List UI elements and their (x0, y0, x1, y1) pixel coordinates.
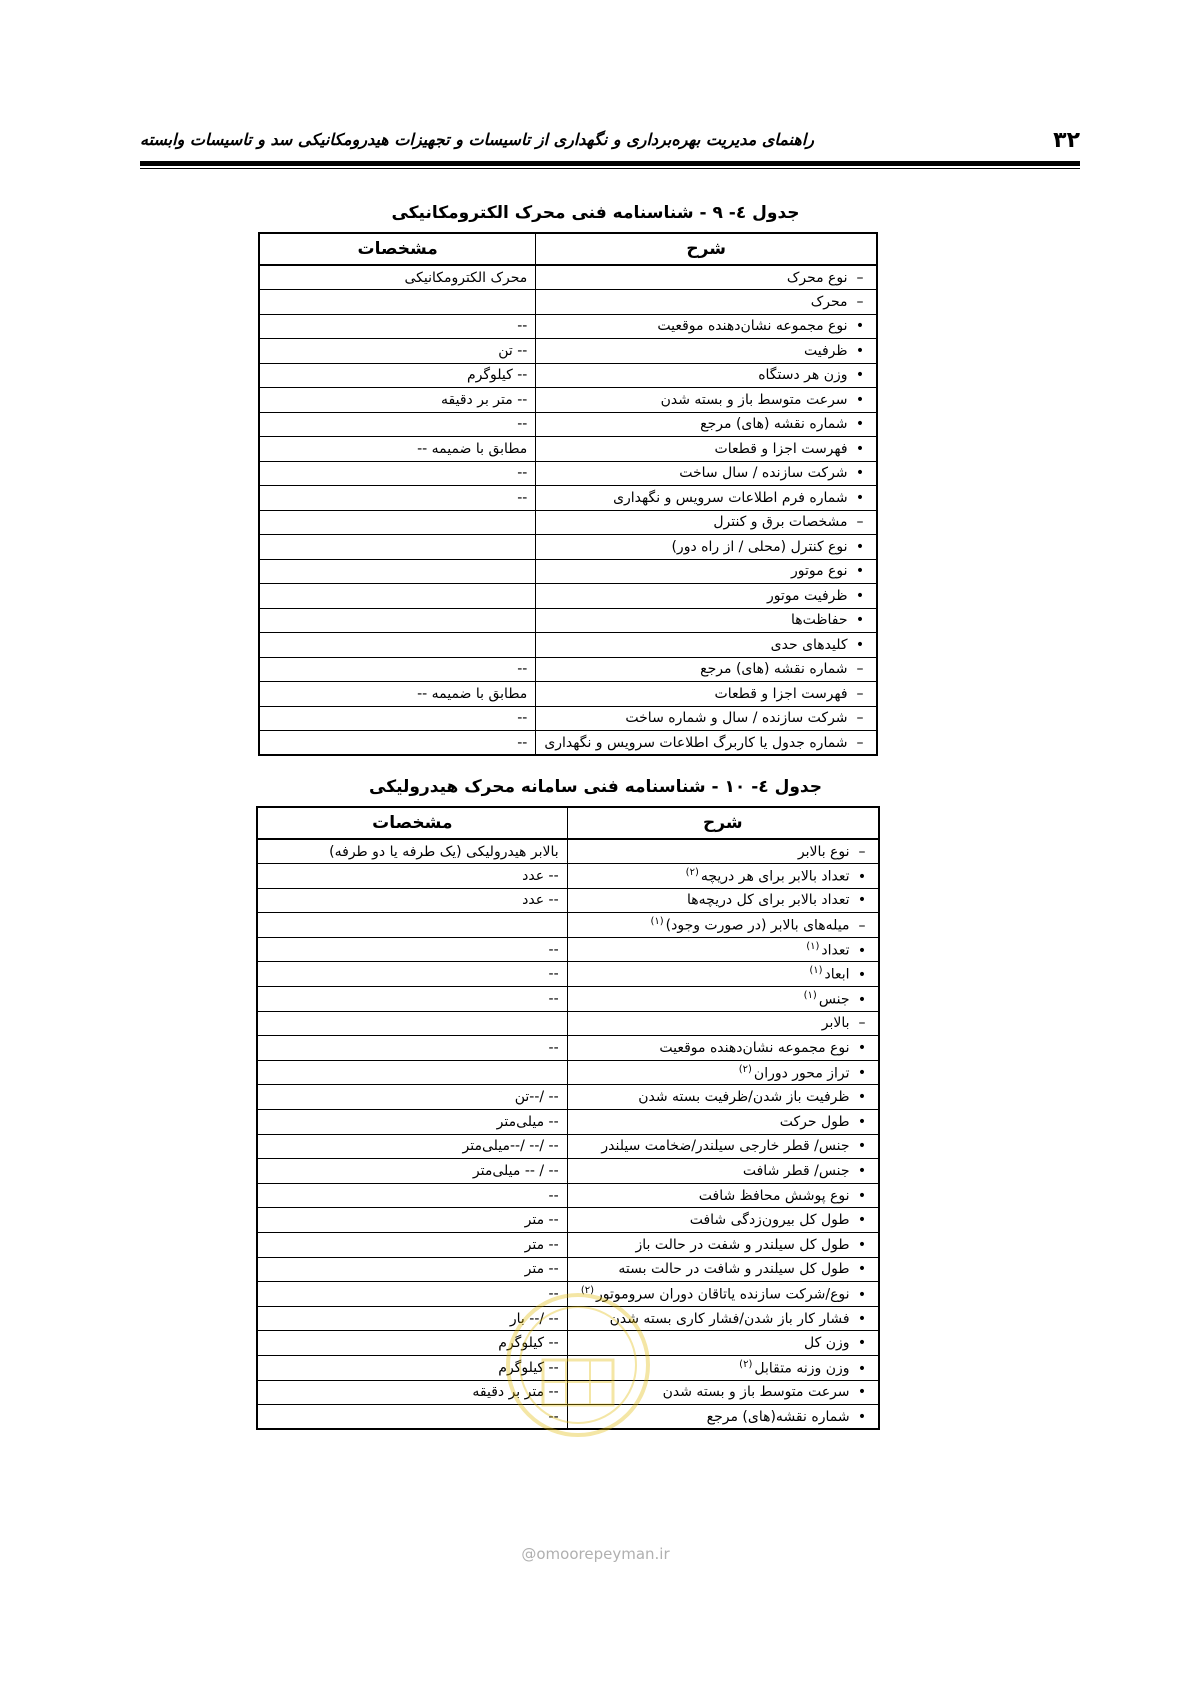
row-spec: -- /-- /--میلی‌متر (257, 1134, 567, 1159)
row-description-text: میله‌های بالابر (در صورت وجود) (665, 917, 850, 934)
table-row (259, 290, 877, 315)
row-description (536, 559, 877, 584)
table-row (259, 412, 877, 437)
table-row (257, 839, 879, 864)
page-number: ۳۲ (1053, 128, 1080, 153)
row-description-text: بالابر (821, 1015, 850, 1032)
row-description (536, 388, 877, 413)
row-description-text: شماره نقشه(های) مرجع (706, 1408, 850, 1425)
row-spec (259, 290, 536, 315)
table-header-row (259, 233, 877, 265)
row-spec (259, 559, 536, 584)
row-description (567, 1331, 879, 1356)
row-description-text: ظرفیت (804, 342, 848, 359)
table-row (257, 937, 879, 962)
row-spec: محرک الکترومکانیکی (259, 265, 536, 290)
bullet-icon: • (857, 1212, 867, 1229)
table-row (257, 1282, 879, 1307)
row-description (567, 839, 879, 864)
dash-icon: – (858, 917, 866, 934)
row-description (536, 608, 877, 633)
bullet-icon: • (855, 612, 865, 629)
table-row (257, 987, 879, 1012)
bullet-icon: • (855, 563, 865, 580)
row-description-text: جنس/ قطر شافت (742, 1163, 850, 1180)
row-spec (259, 584, 536, 609)
table-row (259, 388, 877, 413)
table-row (257, 1208, 879, 1233)
row-description (567, 1110, 879, 1135)
row-description (567, 937, 879, 962)
table-row (257, 962, 879, 987)
bullet-icon: • (857, 1261, 867, 1278)
table-row (257, 864, 879, 889)
row-spec (259, 608, 536, 633)
table-row (259, 657, 877, 682)
row-description-text: تعداد بالابر برای هر دریچه (700, 868, 850, 885)
row-description-text: نوع محرک (786, 269, 848, 286)
row-spec: -- عدد (257, 864, 567, 889)
bullet-icon: • (857, 1065, 867, 1082)
row-description-text: جنس/ قطر خارجی سیلندر/ضخامت سیلندر (601, 1138, 850, 1155)
row-description-text: ابعاد (824, 967, 850, 984)
footnote-marker: (۱) (803, 990, 817, 1002)
row-description (536, 486, 877, 511)
table-row (259, 608, 877, 633)
row-spec: -- متر (257, 1208, 567, 1233)
row-spec: -- / -- میلی‌متر (257, 1159, 567, 1184)
footnote-marker: (۱) (650, 916, 664, 928)
table-row (257, 1110, 879, 1135)
row-description (567, 962, 879, 987)
header-rule-thin (140, 168, 1080, 169)
row-description-text: سرعت متوسط باز و بسته شدن (662, 1384, 850, 1401)
row-description (567, 1380, 879, 1405)
row-spec: -- کیلوگرم (257, 1355, 567, 1380)
row-description-text: طول کل بیرون‌زدگی شافت (689, 1212, 850, 1229)
row-spec: -- عدد (257, 888, 567, 913)
bullet-icon: • (857, 1360, 867, 1377)
row-description (567, 1011, 879, 1036)
dash-icon: – (856, 710, 864, 727)
bullet-icon: • (857, 1138, 867, 1155)
row-description (567, 888, 879, 913)
bullet-icon: • (857, 942, 867, 959)
row-spec: -- (259, 461, 536, 486)
footnote-marker: (۲) (739, 1358, 753, 1370)
footnote-marker: (۱) (809, 965, 823, 977)
table-row (257, 1011, 879, 1036)
row-description-text: وزن کل (804, 1335, 850, 1352)
row-description-text: شماره نقشه (های) مرجع (700, 416, 848, 433)
row-description (567, 1282, 879, 1307)
row-description-text: تراز محور دوران (753, 1065, 850, 1082)
table-row (259, 559, 877, 584)
row-spec: -- (257, 937, 567, 962)
row-spec: -- متر بر دقیقه (257, 1380, 567, 1405)
row-description-text: نوع مجموعه نشان‌دهنده موقعیت (657, 318, 848, 335)
row-description-text: فهرست اجزا و قطعات (714, 685, 848, 702)
header-specs: مشخصات (259, 233, 536, 265)
row-spec: -- کیلوگرم (259, 363, 536, 388)
row-description (536, 363, 877, 388)
table-row (259, 706, 877, 731)
bullet-icon: • (857, 1040, 867, 1057)
row-description (536, 314, 877, 339)
row-description-text: محرک (810, 293, 848, 310)
bullet-icon: • (857, 1408, 867, 1425)
page-header (140, 128, 1080, 154)
table-row (259, 363, 877, 388)
row-description (567, 1306, 879, 1331)
row-spec: -- میلی‌متر (257, 1110, 567, 1135)
footnote-marker: (۲) (685, 867, 699, 879)
footnote-marker: (۲) (580, 1285, 595, 1297)
bullet-icon: • (857, 1163, 867, 1180)
row-spec: -- (259, 412, 536, 437)
bullet-icon: • (857, 991, 867, 1008)
row-spec: -- متر (257, 1257, 567, 1282)
table-row (257, 913, 879, 938)
table-row (259, 633, 877, 658)
row-description-text: نوع پوشش محافظ شافت (698, 1187, 850, 1204)
table-row (257, 1233, 879, 1258)
table-row (259, 731, 877, 756)
bullet-icon: • (855, 538, 865, 555)
row-spec: -- متر (257, 1233, 567, 1258)
row-spec (257, 913, 567, 938)
row-description-text: نوع/شرکت سازنده یاتاقان دوران سروموتور (596, 1286, 850, 1303)
dash-icon: – (856, 269, 864, 286)
row-spec: -- (259, 486, 536, 511)
row-description-text: سرعت متوسط باز و بسته شدن (660, 391, 848, 408)
row-description-text: تعداد بالابر برای کل دریچه‌ها (687, 892, 850, 909)
row-spec: -- /-- بار (257, 1306, 567, 1331)
row-description-text: جنس (818, 991, 850, 1008)
row-description (567, 913, 879, 938)
table-row (259, 584, 877, 609)
row-description-text: نوع کنترل (محلی / از راه دور) (671, 538, 848, 555)
row-description-text: شماره فرم اطلاعات سرویس و نگهداری (613, 489, 848, 506)
table-row (259, 510, 877, 535)
row-description-text: شماره جدول یا کاربرگ اطلاعات سرویس و نگهداری (544, 734, 848, 751)
row-spec: مطابق با ضمیمه -- (259, 437, 536, 462)
table-row (259, 461, 877, 486)
table-row (257, 1060, 879, 1085)
bullet-icon: • (857, 1310, 867, 1327)
row-description-text: شرکت سازنده / سال ساخت (679, 465, 848, 482)
row-description (536, 510, 877, 535)
table-row (257, 888, 879, 913)
row-description (567, 1257, 879, 1282)
bullet-icon: • (855, 489, 865, 506)
row-description (536, 731, 877, 756)
bullet-icon: • (857, 892, 867, 909)
electromechanical-spec-table (258, 232, 878, 756)
row-description-text: ظرفیت موتور (766, 587, 848, 604)
footnote-marker: (۱) (806, 940, 820, 952)
row-description (536, 412, 877, 437)
dash-icon: – (858, 843, 866, 860)
row-spec: -- (259, 314, 536, 339)
bullet-icon: • (855, 587, 865, 604)
row-description-text: شرکت سازنده / سال و شماره ساخت (625, 710, 848, 727)
watermark-url: @omoorepeyman.ir (521, 1545, 670, 1563)
row-description-text: وزن وزنه متقابل (754, 1360, 850, 1377)
row-description (536, 584, 877, 609)
row-spec (259, 535, 536, 560)
row-spec: -- (257, 962, 567, 987)
row-description-text: تعداد (821, 942, 850, 959)
table-header-row (257, 807, 879, 839)
dash-icon: – (856, 514, 864, 531)
row-description (536, 706, 877, 731)
row-spec: -- (259, 657, 536, 682)
row-description-text: ظرفیت باز شدن/ظرفیت بسته شدن (638, 1089, 850, 1106)
bullet-icon: • (857, 1089, 867, 1106)
row-description (567, 864, 879, 889)
row-description-text: طول کل سیلندر و شافت در حالت بسته (618, 1261, 850, 1278)
table-row (259, 682, 877, 707)
bullet-icon: • (857, 1286, 867, 1303)
row-description (567, 1405, 879, 1430)
row-description-text: نوع بالابر (797, 843, 850, 860)
bullet-icon: • (857, 1113, 867, 1130)
row-description (536, 437, 877, 462)
row-description-text: فهرست اجزا و قطعات (714, 440, 848, 457)
row-description-text: حفاظت‌ها (791, 612, 848, 629)
row-spec: مطابق با ضمیمه -- (259, 682, 536, 707)
bullet-icon: • (857, 1236, 867, 1253)
row-description (567, 1134, 879, 1159)
bullet-icon: • (857, 1335, 867, 1352)
row-description (536, 682, 877, 707)
bullet-icon: • (855, 342, 865, 359)
row-description-text: نوع موتور (790, 563, 848, 580)
row-description (536, 633, 877, 658)
row-description (567, 1085, 879, 1110)
row-description-text: نوع مجموعه نشان‌دهنده موقعیت (659, 1040, 850, 1057)
bullet-icon: • (855, 440, 865, 457)
row-description-text: طول حرکت (779, 1113, 850, 1130)
bullet-icon: • (855, 318, 865, 335)
row-description (536, 657, 877, 682)
footnote-marker: (۲) (738, 1063, 752, 1075)
dash-icon: – (858, 1015, 866, 1032)
table-row (257, 1183, 879, 1208)
bullet-icon: • (855, 416, 865, 433)
dash-icon: – (856, 685, 864, 702)
row-spec (259, 633, 536, 658)
table-row (257, 1331, 879, 1356)
row-description (567, 1159, 879, 1184)
row-description (536, 265, 877, 290)
row-description-text: کلیدهای حدی (770, 636, 848, 653)
row-description-text: فشار کار باز شدن/فشار کاری بسته شدن (609, 1310, 850, 1327)
table-row (257, 1306, 879, 1331)
row-description (567, 1183, 879, 1208)
table1-caption: جدول ٤- ٩ - شناسنامه فنی محرک الکترومکانیکی (391, 203, 800, 223)
table-row (257, 1380, 879, 1405)
bullet-icon: • (857, 967, 867, 984)
row-spec: -- (257, 1036, 567, 1061)
row-description (567, 1036, 879, 1061)
row-description (536, 461, 877, 486)
row-description (536, 339, 877, 364)
running-title: راهنمای مدیریت بهره‌برداری و نگهداری از تاسیسات و تجهیزات هیدرومکانیکی سد و تاسیسات وابسته (140, 130, 814, 149)
hydraulic-spec-table (256, 806, 880, 1430)
dash-icon: – (856, 734, 864, 751)
row-description (567, 1233, 879, 1258)
row-description (567, 1060, 879, 1085)
row-spec (259, 510, 536, 535)
bullet-icon: • (855, 636, 865, 653)
row-spec: -- (257, 1405, 567, 1430)
row-description (567, 1355, 879, 1380)
row-spec: -- تن (259, 339, 536, 364)
table-row (259, 486, 877, 511)
row-description (536, 535, 877, 560)
row-description (567, 1208, 879, 1233)
table-row (257, 1257, 879, 1282)
row-description (536, 290, 877, 315)
table-row (259, 339, 877, 364)
row-spec: بالابر هیدرولیکی (یک طرفه یا دو طرفه) (257, 839, 567, 864)
dash-icon: – (856, 293, 864, 310)
row-spec: -- (259, 706, 536, 731)
table-row (257, 1405, 879, 1430)
row-description (567, 987, 879, 1012)
table-row (259, 265, 877, 290)
row-description-text: وزن هر دستگاه (758, 367, 848, 384)
table-row (257, 1085, 879, 1110)
header-description: شرح (536, 233, 877, 265)
bullet-icon: • (857, 868, 867, 885)
header-description: شرح (567, 807, 879, 839)
row-spec: -- (257, 987, 567, 1012)
bullet-icon: • (855, 465, 865, 482)
bullet-icon: • (857, 1187, 867, 1204)
row-spec: -- (259, 731, 536, 756)
row-spec (257, 1060, 567, 1085)
row-spec (257, 1011, 567, 1036)
table2-caption: جدول ٤- ١٠ - شناسنامه فنی سامانه محرک هیدرولیکی (369, 777, 822, 797)
table-row (257, 1134, 879, 1159)
row-spec: -- /--تن (257, 1085, 567, 1110)
row-spec: -- (257, 1183, 567, 1208)
row-spec: -- کیلوگرم (257, 1331, 567, 1356)
table-row (257, 1036, 879, 1061)
row-spec: -- (257, 1282, 567, 1307)
row-description-text: طول کل سیلندر و شفت در حالت باز (635, 1236, 850, 1253)
table-row (257, 1355, 879, 1380)
bullet-icon: • (855, 391, 865, 408)
dash-icon: – (856, 661, 864, 678)
row-description-text: شماره نقشه (های) مرجع (700, 661, 848, 678)
table-row (259, 314, 877, 339)
row-spec: -- متر بر دقیقه (259, 388, 536, 413)
bullet-icon: • (857, 1384, 867, 1401)
table-row (259, 437, 877, 462)
table-row (259, 535, 877, 560)
header-rule-thick (140, 161, 1080, 166)
table-row (257, 1159, 879, 1184)
row-description-text: مشخصات برق و کنترل (713, 514, 848, 531)
header-specs: مشخصات (257, 807, 567, 839)
bullet-icon: • (855, 367, 865, 384)
